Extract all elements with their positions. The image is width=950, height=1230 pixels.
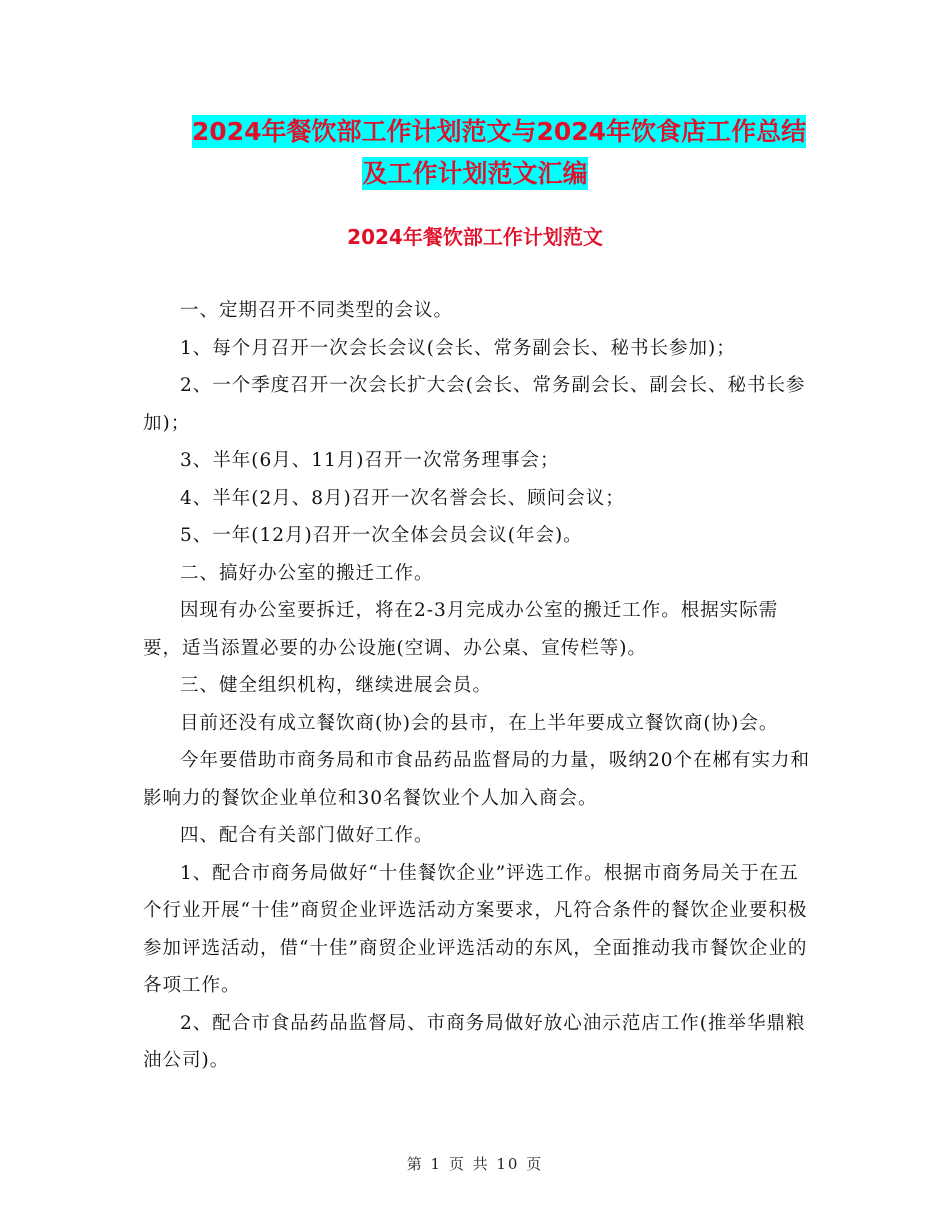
paragraph: 1、每个月召开一次会长会议(会长、常务副会长、秘书长参加)； xyxy=(180,337,736,359)
page-footer: 第 1 页 共 10 页 xyxy=(406,1155,544,1173)
paragraph: 2、配合市食品药品监督局、市商务局做好放心油示范店工作(推举华鼎粮油公司)。 xyxy=(143,1012,806,1071)
paragraph: 目前还没有成立餐饮商(协)会的县市，在上半年要成立餐饮商(协)会。 xyxy=(180,712,779,734)
paragraph: 1、配合市商务局做好“十佳餐饮企业”评选工作。根据市商务局关于在五个行业开展“十佳”商贸企业评选活动方案要求，凡符合条件的餐饮企业要积极参加评选活动，借“十佳”商贸企业评选活动的东风，全面推动我市餐饮企业的各项工作。 xyxy=(143,862,808,996)
document-title-text-1: 2024年餐饮部工作计划范文与2024年饮食店工作总结 xyxy=(191,117,807,146)
paragraph: 4、半年(2月、8月)召开一次名誉会长、顾问会议； xyxy=(180,487,625,509)
paragraph: 5、一年(12月)召开一次全体会员会议(年会)。 xyxy=(180,525,583,546)
paragraph: 三、健全组织机构，继续进展会员。 xyxy=(180,675,493,696)
paragraph: 二、搞好办公室的搬迁工作。 xyxy=(180,562,434,584)
paragraph: 今年要借助市商务局和市食品药品监督局的力量，吸纳20个在郴有实力和影响力的餐饮企业单位和30名餐饮业个人加入商会。 xyxy=(143,750,811,809)
section-title: 2024年餐饮部工作计划范文 xyxy=(347,225,603,249)
document-title-text-2: 及工作计划范文汇编 xyxy=(362,159,588,188)
paragraph: 3、半年(6月、11月)召开一次常务理事会； xyxy=(180,450,560,471)
document-body xyxy=(143,292,813,1080)
paragraph: 2、一个季度召开一次会长扩大会(会长、常务副会长、副会长、秘书长参加)； xyxy=(143,375,806,434)
paragraph: 四、配合有关部门做好工作。 xyxy=(180,825,434,846)
paragraph: 因现有办公室要拆迁，将在2-3月完成办公室的搬迁工作。根据实际需要，适当添置必要的办公设施(空调、办公桌、宣传栏等)。 xyxy=(143,600,779,659)
paragraph: 一、定期召开不同类型的会议。 xyxy=(180,300,454,321)
document-title-line-1 xyxy=(24,110,950,154)
document-title-line-2 xyxy=(0,152,950,196)
